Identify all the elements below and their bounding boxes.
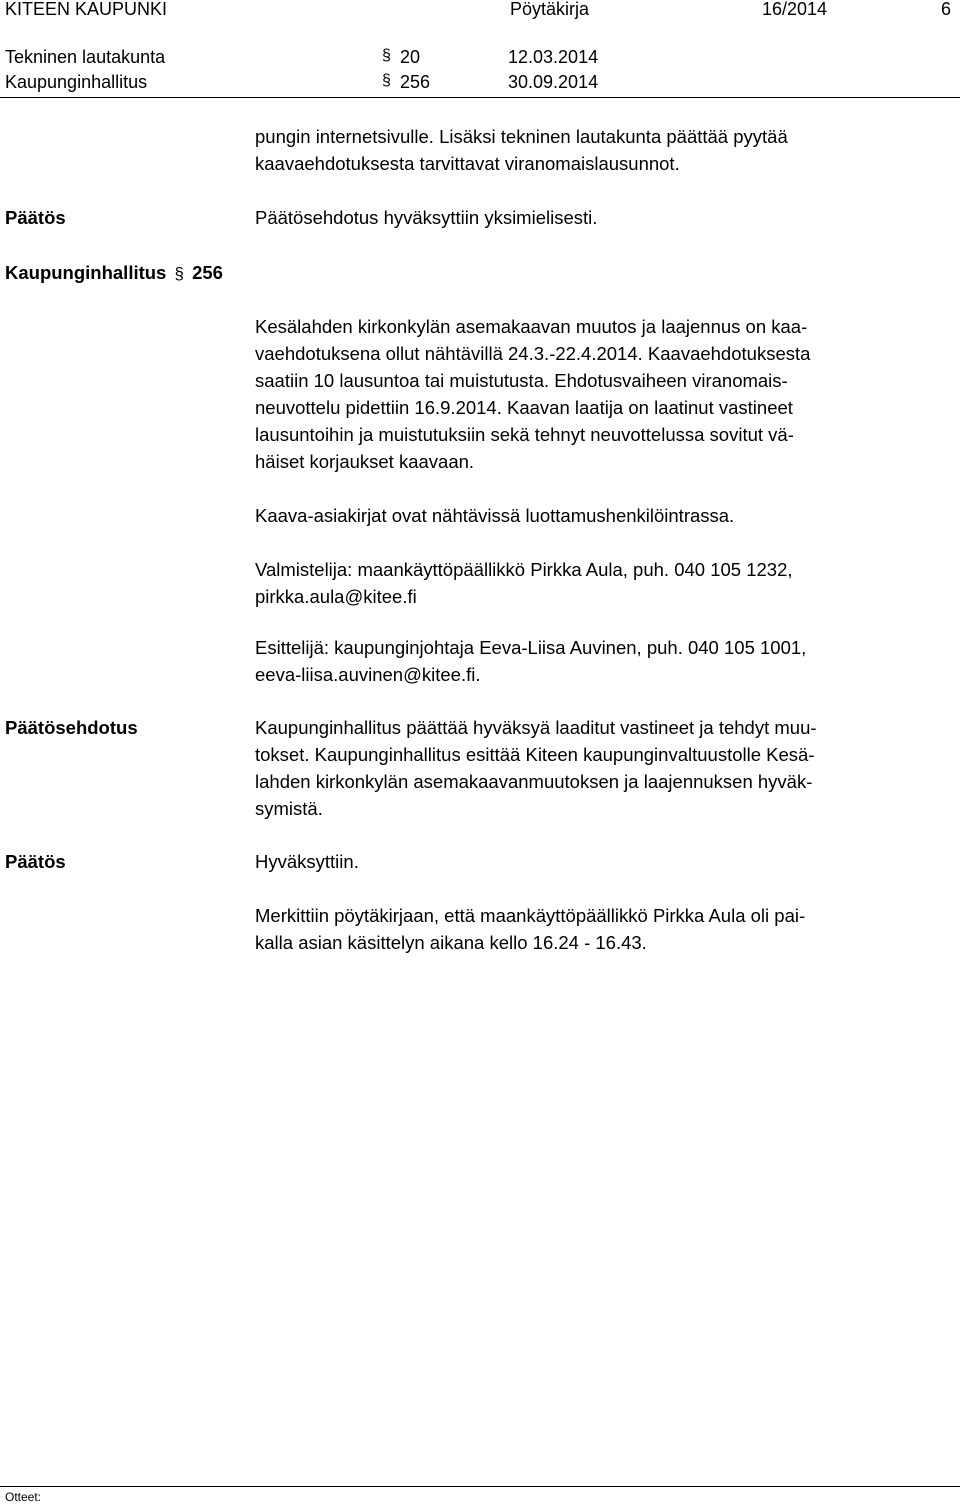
- section-symbol-icon: §: [382, 72, 391, 89]
- header-date-1: 12.03.2014: [508, 47, 599, 67]
- prev-paragraph: pungin internetsivulle. Lisäksi tekninen lautakunta päättää pyytää kaavaehdotuksesta tarvittavat viranomaislausunnot.: [255, 126, 788, 174]
- footer-extracts-label: Otteet:: [5, 1490, 42, 1504]
- kh-docs-line: Kaava-asiakirjat ovat nähtävissä luottamushenkilöintrassa.: [255, 505, 735, 526]
- kh-section-heading: Kaupunginhallitus § 256: [5, 262, 223, 283]
- doc-number: 16/2014: [762, 0, 828, 19]
- section-symbol-icon: §: [174, 264, 184, 283]
- header-divider: [0, 97, 960, 98]
- kh-proposal-label: Päätösehdotus: [5, 717, 138, 738]
- header-date-2: 30.09.2014: [508, 72, 599, 92]
- header-body-2: Kaupunginhallitus: [5, 72, 148, 92]
- header-section-2: 256: [400, 72, 431, 92]
- page-number: 6: [941, 0, 952, 19]
- doc-type: Pöytäkirja: [510, 0, 590, 19]
- org-name: KITEEN KAUPUNKI: [5, 0, 168, 19]
- kh-proposal-text: Kaupunginhallitus päättää hyväksyä laaditut vastineet ja tehdyt muu- tokset. Kaupunginhallitus esittää Kiteen kaupunginvaltuustolle Kesä- lahden kirkonkylän asemakaavanmuutoksen ja laajennuksen hyväk- symistä.: [255, 717, 817, 819]
- section-symbol-icon: §: [382, 47, 391, 64]
- prev-decision-label: Päätös: [5, 207, 66, 228]
- kh-minutes-note: Merkittiin pöytäkirjaan, että maankäyttöpäällikkö Pirkka Aula oli pai- kalla asian käsittelyn aikana kello 16.24 - 16.43.: [255, 905, 806, 953]
- footer-divider: [0, 1486, 960, 1487]
- header-body-1: Tekninen lautakunta: [5, 47, 166, 67]
- kh-decision-label: Päätös: [5, 851, 66, 872]
- header-section-1: 20: [400, 47, 421, 67]
- prev-decision-text: Päätösehdotus hyväksyttiin yksimielisesti.: [255, 207, 598, 228]
- kh-presenter: Esittelijä: kaupunginjohtaja Eeva-Liisa Auvinen, puh. 040 105 1001, eeva-liisa.auvinen@kitee.fi.: [255, 637, 807, 685]
- kh-preparer: Valmistelija: maankäyttöpäällikkö Pirkka Aula, puh. 040 105 1232, pirkka.aula@kitee.fi: [255, 559, 793, 607]
- kh-decision-text: Hyväksyttiin.: [255, 851, 359, 872]
- kh-body-paragraph: Kesälahden kirkonkylän asemakaavan muutos ja laajennus on kaa- vaehdotuksena ollut nähtävillä 24.3.-22.4.2014. Kaavaehdotuksesta saatiin 10 lausuntoa tai muistutusta. Ehdotusvaiheen viranomais- neuvottelu pidettiin 16.9.2014. Kaavan laatija on laatinut vastineet lausuntoihin ja muistutuksiin sekä tehnyt neuvottelussa sovitut vä- häiset korjaukset kaavaan.: [255, 316, 811, 472]
